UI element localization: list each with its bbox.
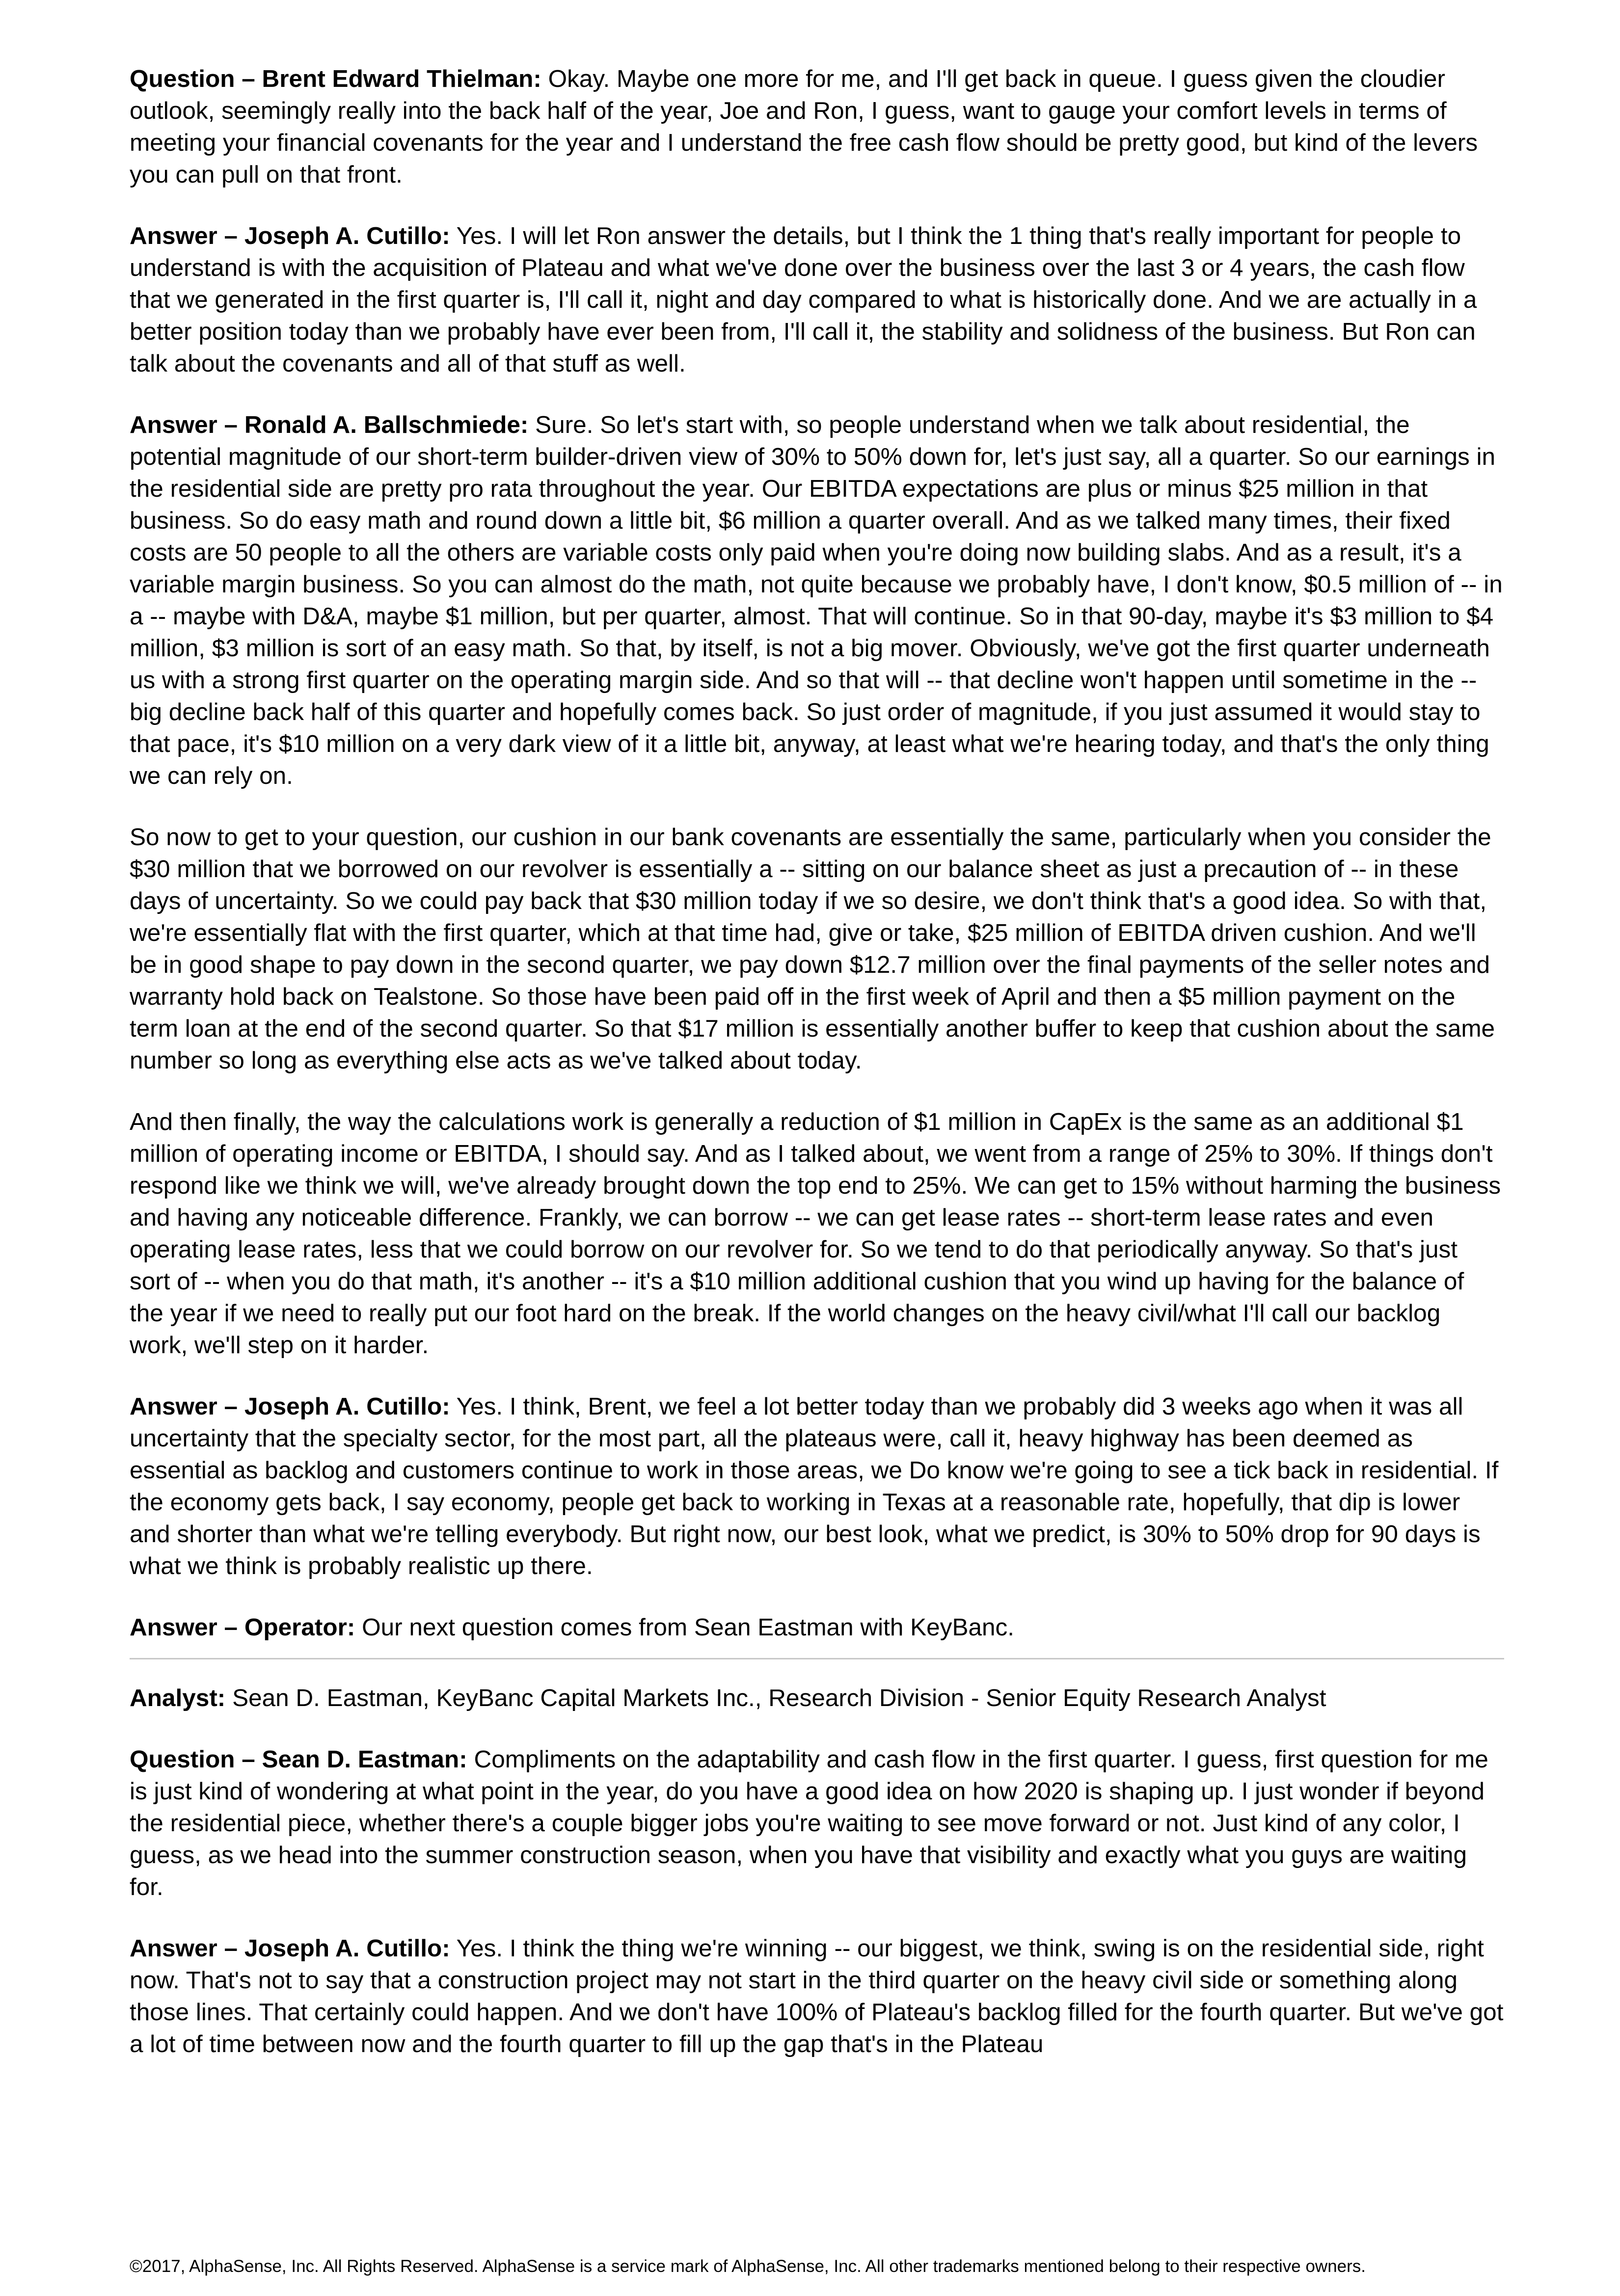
paragraph-text: Compliments on the adaptability and cash flow in the first quarter. I guess, first question for me is just kind of wondering at what point in the year, do you have a good idea on how 2020 is shaping up. I just wonder if beyond the residential piece, whether there's a couple bigger jobs you're waiting to see move forward or not. Just kind of any color, I guess, as we head into the summer construction season, when you have that visibility and exactly what you guys are waiting for.	[130, 1746, 1488, 1900]
paragraph-answer-cutillo	[130, 1932, 1504, 2060]
paragraph-question-thielman	[130, 63, 1504, 190]
speaker-label: Question – Brent Edward Thielman:	[130, 65, 541, 92]
paragraph-text: Our next question comes from Sean Eastman with KeyBanc.	[362, 1614, 1015, 1641]
paragraph-continuation	[130, 821, 1504, 1076]
speaker-label: Question – Sean D. Eastman:	[130, 1746, 467, 1773]
paragraph-text: Sure. So let's start with, so people understand when we talk about residential, the potential magnitude of our short-term builder-driven view of 30% to 50% down for, let's just say, all a quarter. So our earnings in the residential side are pretty pro rata throughout the year. Our EBITDA expectations are plus or minus $25 million in that business. So do easy math and round down a little bit, $6 million a quarter overall. And as we talked many times, their fixed costs are 50 people to all the others are variable costs only paid when you're doing now building slabs. And as a result, it's a variable margin business. So you can almost do the math, not quite because we probably have, I don't know, $0.5 million of -- in a -- maybe with D&A, maybe $1 million, but per quarter, almost. That will continue. So in that 90-day, maybe it's $3 million to $4 million, $3 million is sort of an easy math. So that, by itself, is not a big mover. Obviously, we've got the first quarter underneath us with a strong first quarter on the operating margin side. And so that will -- that decline won't happen until sometime in the -- big decline back half of this quarter and hopefully comes back. So just order of magnitude, if you just assumed it would stay to that pace, it's $10 million on a very dark view of it a little bit, anyway, at least what we're hearing today, and that's the only thing we can rely on.	[130, 411, 1503, 789]
paragraph-question-eastman	[130, 1743, 1504, 1903]
speaker-label: Analyst:	[130, 1684, 226, 1711]
section-divider	[130, 1658, 1504, 1659]
paragraph-text: Yes. I will let Ron answer the details, but I think the 1 thing that's really important for people to understand is with the acquisition of Plateau and what we've done over the business over the last 3 or 4 years, the cash flow that we generated in the first quarter is, I'll call it, night and day compared to what is historically done. And we are actually in a better position today than we probably have ever been from, I'll call it, the stability and solidness of the business. But Ron can talk about the covenants and all of that stuff as well.	[130, 222, 1477, 377]
paragraph-answer-cutillo	[130, 220, 1504, 379]
paragraph-answer-ballschmiede	[130, 409, 1504, 792]
paragraph-text: Yes. I think the thing we're winning -- our biggest, we think, swing is on the residential side, right now. That's not to say that a construction project may not start in the third quarter on the heavy civil side or something along those lines. That certainly could happen. And we don't have 100% of Plateau's backlog filled for the fourth quarter. But we've got a lot of time between now and the fourth quarter to fill up the gap that's in the Plateau	[130, 1935, 1504, 2057]
speaker-label: Answer – Joseph A. Cutillo:	[130, 1393, 450, 1420]
paragraph-text: And then finally, the way the calculations work is generally a reduction of $1 million in CapEx is the same as an additional $1 million of operating income or EBITDA, I should say. And as I talked about, we went from a range of 25% to 30%. If things don't respond like we think we will, we've already brought down the top end to 25%. We can get to 15% without harming the business and having any noticeable difference. Frankly, we can borrow -- we can get lease rates -- short-term lease rates and even operating lease rates, less that we could borrow on our revolver for. So we tend to do that periodically anyway. So that's just sort of -- when you do that math, it's another -- it's a $10 million additional cushion that you wind up having for the balance of the year if we need to really put our foot hard on the break. If the world changes on the heavy civil/what I'll call our backlog work, we'll step on it harder.	[130, 1108, 1501, 1359]
speaker-label: Answer – Joseph A. Cutillo:	[130, 1935, 450, 1962]
speaker-label: Answer – Ronald A. Ballschmiede:	[130, 411, 529, 438]
speaker-label: Answer – Joseph A. Cutillo:	[130, 222, 450, 249]
paragraph-text: Okay. Maybe one more for me, and I'll get back in queue. I guess given the cloudier outlook, seemingly really into the back half of the year, Joe and Ron, I guess, want to gauge your comfort levels in terms of meeting your financial covenants for the year and I understand the free cash flow should be pretty good, but kind of the levers you can pull on that front.	[130, 65, 1478, 188]
paragraph-text: Sean D. Eastman, KeyBanc Capital Markets Inc., Research Division - Senior Equity Research Analyst	[232, 1684, 1326, 1711]
paragraph-analyst	[130, 1682, 1504, 1714]
paragraph-continuation	[130, 1106, 1504, 1361]
paragraph-answer-cutillo	[130, 1390, 1504, 1582]
paragraph-answer-operator	[130, 1611, 1504, 1643]
paragraph-text: So now to get to your question, our cushion in our bank covenants are essentially the same, particularly when you consider the $30 million that we borrowed on our revolver is essentially a -- sitting on our balance sheet as just a precaution of -- in these days of uncertainty. So we could pay back that $30 million today if we so desire, we don't think that's a good idea. So with that, we're essentially flat with the first quarter, which at that time had, give or take, $25 million of EBITDA driven cushion. And we'll be in good shape to pay down in the second quarter, we pay down $12.7 million over the final payments of the seller notes and warranty hold back on Tealstone. So those have been paid off in the first week of April and then a $5 million payment on the term loan at the end of the second quarter. So that $17 million is essentially another buffer to keep that cushion about the same number so long as everything else acts as we've talked about today.	[130, 824, 1495, 1074]
transcript-content	[130, 63, 1504, 2089]
paragraph-text: Yes. I think, Brent, we feel a lot better today than we probably did 3 weeks ago when it was all uncertainty that the specialty sector, for the most part, all the plateaus were, call it, heavy highway has been deemed as essential as backlog and customers continue to work in those areas, we Do know we're going to see a tick back in residential. If the economy gets back, I say economy, people get back to working in Texas at a reasonable rate, hopefully, that dip is lower and shorter than what we're telling everybody. But right now, our best look, what we predict, is 30% to 50% drop for 90 days is what we think is probably realistic up there.	[130, 1393, 1499, 1579]
speaker-label: Answer – Operator:	[130, 1614, 355, 1641]
copyright-footer: ©2017, AlphaSense, Inc. All Rights Reserved. AlphaSense is a service mark of AlphaSense, Inc. All other trademarks mentioned belong to their respective owners.	[130, 2257, 1366, 2276]
